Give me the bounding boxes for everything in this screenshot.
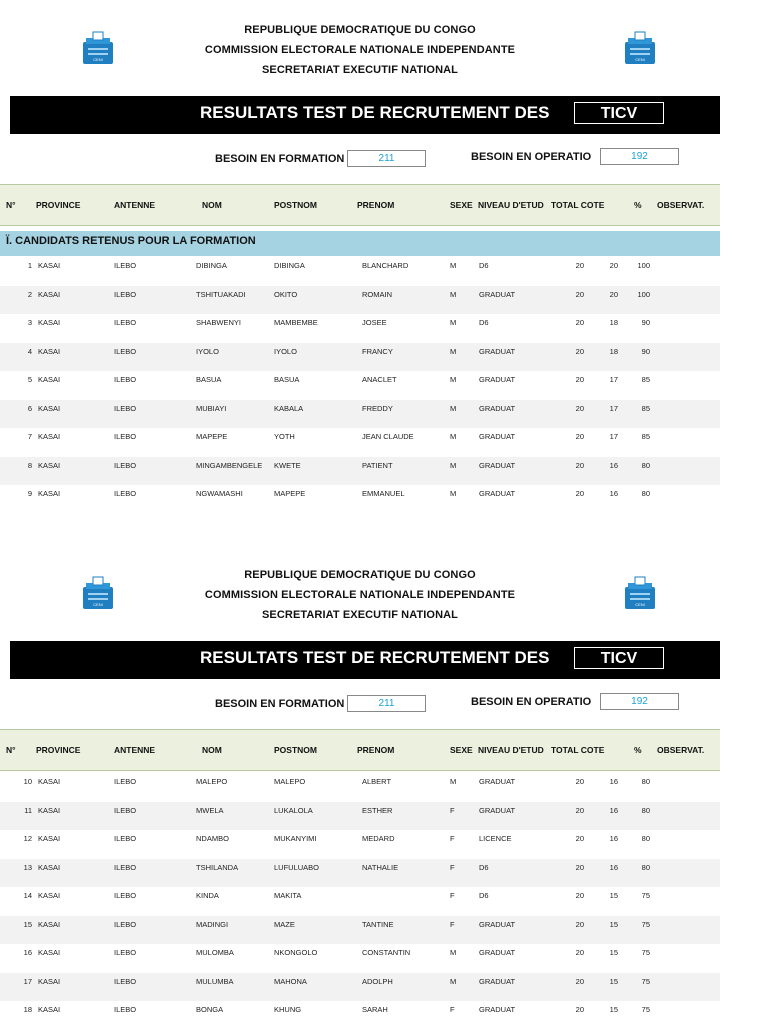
cell-number: 12 (23, 834, 32, 843)
cell-percent: 75 (641, 948, 650, 957)
table-row (0, 973, 720, 1001)
cell-antenne: ILEBO (114, 1005, 137, 1014)
operation-need-label: BESOIN EN OPERATIO (471, 151, 592, 163)
cell-sexe: M (450, 261, 457, 270)
cell-prenom: PATIENT (362, 460, 393, 470)
cell-number: 14 (23, 891, 32, 900)
cell-postnom: MALEPO (274, 777, 306, 786)
col-postnom: POSTNOM (274, 200, 317, 210)
cell-percent: 75 (641, 976, 650, 986)
header-commission: COMMISSION ELECTORALE NATIONALE INDEPENDANTE (204, 589, 516, 601)
cell-niveau: GRADUAT (479, 289, 516, 299)
cell-postnom: MAZE (274, 919, 295, 929)
cell-antenne: ILEBO (114, 805, 137, 815)
cell-percent: 75 (641, 891, 650, 900)
cell-total: 20 (575, 318, 584, 327)
cell-postnom: BASUA (274, 375, 300, 384)
cell-percent: 90 (641, 346, 650, 356)
svg-text:CENI: CENI (635, 602, 645, 607)
cell-cote: 16 (609, 805, 618, 815)
header-secretariat: SECRETARIAT EXECUTIF NATIONAL (261, 609, 458, 621)
cell-province: KASAI (38, 403, 61, 413)
cell-nom: MINGAMBENGELE (196, 460, 263, 470)
cell-prenom: EMMANUEL (362, 489, 405, 498)
cell-prenom: SARAH (362, 1005, 388, 1014)
table-row (0, 916, 720, 944)
cell-province: KASAI (38, 432, 61, 441)
col-sexe: SEXE (450, 200, 473, 210)
cell-niveau: D6 (479, 862, 489, 872)
cell-number: 2 (27, 289, 32, 299)
cell-niveau: GRADUAT (479, 403, 516, 413)
cell-niveau: GRADUAT (479, 375, 516, 384)
formation-need-label: BESOIN EN FORMATION (215, 153, 345, 165)
cell-sexe: M (450, 346, 457, 356)
cell-percent: 75 (641, 919, 650, 929)
cell-prenom: BLANCHARD (362, 261, 409, 270)
cell-cote: 20 (609, 261, 618, 270)
cell-total: 20 (575, 1005, 584, 1014)
ballot-box-logo-icon (622, 30, 658, 66)
cell-postnom: KWETE (274, 460, 301, 470)
cell-prenom: NATHALIE (362, 862, 399, 872)
col-observation: OBSERVAT. (657, 200, 705, 210)
formation-need-value: 211 (347, 695, 426, 712)
cell-sexe: F (450, 1005, 455, 1014)
cell-antenne: ILEBO (114, 403, 137, 413)
cell-cote: 16 (609, 777, 618, 786)
cell-niveau: GRADUAT (479, 489, 516, 498)
cell-sexe: F (450, 834, 455, 843)
needs-summary (0, 695, 768, 715)
table-row (0, 400, 720, 428)
operation-need-label: BESOIN EN OPERATIO (471, 696, 592, 708)
table-row (0, 773, 720, 801)
cell-niveau: GRADUAT (479, 948, 516, 957)
column-header-row (0, 729, 720, 771)
col-observation: OBSERVAT. (657, 745, 705, 755)
cell-number: 7 (27, 432, 32, 441)
cell-province: KASAI (38, 834, 61, 843)
cell-postnom: YOTH (274, 432, 295, 441)
cell-postnom: LUKALOLA (274, 805, 313, 815)
cell-number: 13 (23, 862, 32, 872)
cell-antenne: ILEBO (114, 489, 137, 498)
header-republic: REPUBLIQUE DEMOCRATIQUE DU CONGO (244, 24, 476, 36)
cell-cote: 18 (609, 346, 618, 356)
col-sexe: SEXE (450, 745, 473, 755)
cell-total: 20 (575, 976, 584, 986)
cell-sexe: M (450, 432, 457, 441)
table-row (0, 371, 720, 399)
cell-percent: 80 (641, 777, 650, 786)
cell-total: 20 (575, 346, 584, 356)
cell-prenom: ADOLPH (362, 976, 393, 986)
cell-antenne: ILEBO (114, 777, 137, 786)
cell-sexe: M (450, 777, 457, 786)
cell-sexe: F (450, 919, 455, 929)
cell-percent: 80 (641, 489, 650, 498)
cell-total: 20 (575, 432, 584, 441)
formation-need-value: 211 (347, 150, 426, 167)
cell-percent: 100 (637, 261, 650, 270)
cell-percent: 80 (641, 805, 650, 815)
results-banner (10, 641, 720, 679)
header-commission: COMMISSION ELECTORALE NATIONALE INDEPENDANTE (204, 44, 516, 56)
cell-nom: KINDA (196, 891, 219, 900)
cell-postnom: MAMBEMBE (274, 318, 318, 327)
cell-nom: BASUA (196, 375, 222, 384)
cell-prenom: CONSTANTIN (362, 948, 411, 957)
cell-nom: MULOMBA (196, 948, 234, 957)
cell-antenne: ILEBO (114, 948, 137, 957)
cell-percent: 80 (641, 460, 650, 470)
cell-nom: IYOLO (196, 346, 219, 356)
banner-title: RESULTATS TEST DE RECRUTEMENT DES (200, 103, 550, 122)
table-row (0, 343, 720, 371)
cell-number: 5 (27, 375, 32, 384)
cell-sexe: M (450, 289, 457, 299)
cell-antenne: ILEBO (114, 862, 137, 872)
cell-postnom: DIBINGA (274, 261, 305, 270)
cell-sexe: M (450, 318, 457, 327)
cell-nom: TSHILANDA (196, 862, 239, 872)
cell-postnom: MAHONA (274, 976, 307, 986)
cell-niveau: GRADUAT (479, 346, 516, 356)
cell-antenne: ILEBO (114, 919, 137, 929)
cell-niveau: GRADUAT (479, 432, 516, 441)
cell-antenne: ILEBO (114, 976, 137, 986)
cell-cote: 16 (609, 834, 618, 843)
cell-province: KASAI (38, 919, 61, 929)
cell-prenom: ANACLET (362, 375, 397, 384)
document-header (0, 545, 768, 635)
cell-total: 20 (575, 948, 584, 957)
cell-cote: 17 (609, 403, 618, 413)
cell-cote: 20 (609, 289, 618, 299)
cell-niveau: D6 (479, 261, 489, 270)
cell-nom: SHABWENYI (196, 318, 242, 327)
cell-nom: NGWAMASHI (196, 489, 243, 498)
cell-prenom: FRANCY (362, 346, 393, 356)
cell-sexe: M (450, 948, 457, 957)
col-no: N° (6, 200, 16, 210)
cell-total: 20 (575, 805, 584, 815)
cell-sexe: M (450, 403, 457, 413)
cell-province: KASAI (38, 1005, 61, 1014)
table-row (0, 257, 720, 285)
cell-province: KASAI (38, 862, 61, 872)
cell-prenom: ESTHER (362, 805, 393, 815)
cell-antenne: ILEBO (114, 318, 137, 327)
table-row (0, 485, 720, 513)
table-row (0, 887, 720, 915)
cell-cote: 17 (609, 432, 618, 441)
col-nom: NOM (202, 745, 222, 755)
cell-province: KASAI (38, 891, 61, 900)
col-nom: NOM (202, 200, 222, 210)
cell-niveau: GRADUAT (479, 777, 516, 786)
header-republic: REPUBLIQUE DEMOCRATIQUE DU CONGO (244, 569, 476, 581)
col-niveau: NIVEAU D'ETUD (478, 745, 544, 755)
cell-nom: TSHITUAKADI (196, 289, 246, 299)
cell-nom: BONGA (196, 1005, 224, 1014)
cell-total: 20 (575, 403, 584, 413)
cell-postnom: LUFULUABO (274, 862, 320, 872)
col-province: PROVINCE (36, 200, 81, 210)
cell-sexe: M (450, 976, 457, 986)
table-row (0, 457, 720, 485)
cell-percent: 85 (641, 375, 650, 384)
cell-postnom: OKITO (274, 289, 298, 299)
cell-province: KASAI (38, 289, 61, 299)
cell-cote: 15 (609, 919, 618, 929)
cell-number: 16 (23, 948, 32, 957)
cell-province: KASAI (38, 976, 61, 986)
cell-nom: MAPEPE (196, 432, 228, 441)
cell-prenom: JOSEE (362, 318, 387, 327)
cell-province: KASAI (38, 948, 61, 957)
cell-number: 6 (27, 403, 32, 413)
cell-prenom: JEAN CLAUDE (362, 432, 414, 441)
cell-number: 8 (27, 460, 32, 470)
cell-prenom: TANTINE (362, 919, 394, 929)
table-row (0, 859, 720, 887)
table-row (0, 286, 720, 314)
table-row (0, 428, 720, 456)
cell-number: 17 (23, 976, 32, 986)
col-province: PROVINCE (36, 745, 81, 755)
cell-total: 20 (575, 862, 584, 872)
cell-antenne: ILEBO (114, 261, 137, 270)
svg-text:CENI: CENI (635, 57, 645, 62)
table-row (0, 802, 720, 830)
cell-postnom: MAKITA (274, 891, 302, 900)
cell-number: 15 (23, 919, 32, 929)
cell-niveau: GRADUAT (479, 1005, 516, 1014)
cell-cote: 16 (609, 460, 618, 470)
col-antenne: ANTENNE (114, 745, 156, 755)
cell-sexe: M (450, 375, 457, 384)
col-pct: % (634, 200, 642, 210)
svg-text:CENI: CENI (93, 602, 103, 607)
cell-sexe: F (450, 891, 455, 900)
cell-percent: 80 (641, 862, 650, 872)
table-row (0, 1001, 720, 1029)
cell-antenne: ILEBO (114, 346, 137, 356)
cell-antenne: ILEBO (114, 375, 137, 384)
cell-percent: 85 (641, 403, 650, 413)
col-postnom: POSTNOM (274, 745, 317, 755)
cell-number: 4 (27, 346, 32, 356)
cell-antenne: ILEBO (114, 460, 137, 470)
cell-sexe: F (450, 805, 455, 815)
cell-nom: MADINGI (196, 919, 229, 929)
ballot-box-logo-icon (80, 30, 116, 66)
cell-nom: DIBINGA (196, 261, 227, 270)
cell-postnom: IYOLO (274, 346, 297, 356)
col-total-cote: TOTAL COTE (551, 745, 605, 755)
operation-need-value: 192 (600, 148, 679, 165)
cell-province: KASAI (38, 375, 61, 384)
cell-niveau: D6 (479, 318, 489, 327)
cell-niveau: GRADUAT (479, 460, 516, 470)
cell-number: 11 (24, 805, 32, 815)
cell-antenne: ILEBO (114, 289, 137, 299)
cell-province: KASAI (38, 346, 61, 356)
cell-postnom: KABALA (274, 403, 304, 413)
cell-number: 10 (23, 777, 32, 786)
cell-percent: 80 (641, 834, 650, 843)
cell-number: 3 (27, 318, 32, 327)
cell-province: KASAI (38, 318, 61, 327)
cell-niveau: GRADUAT (479, 976, 516, 986)
section-title: Ï. CANDIDATS RETENUS POUR LA FORMATION (0, 231, 720, 256)
col-no: N° (6, 745, 16, 755)
cell-cote: 15 (609, 948, 618, 957)
col-total-cote: TOTAL COTE (551, 200, 605, 210)
col-prenom: PRENOM (357, 200, 395, 210)
cell-prenom: ALBERT (362, 777, 392, 786)
cell-number: 1 (27, 261, 32, 270)
table-row (0, 944, 720, 972)
cell-niveau: LICENCE (479, 834, 512, 843)
results-banner (10, 96, 720, 134)
cell-total: 20 (575, 891, 584, 900)
cell-total: 20 (575, 375, 584, 384)
cell-nom: NDAMBO (196, 834, 229, 843)
cell-total: 20 (575, 834, 584, 843)
cell-total: 20 (575, 261, 584, 270)
cell-nom: MWELA (196, 805, 224, 815)
cell-total: 20 (575, 489, 584, 498)
cell-sexe: M (450, 460, 457, 470)
cell-nom: MULUMBA (196, 976, 234, 986)
cell-postnom: NKONGOLO (274, 948, 318, 957)
cell-cote: 18 (609, 318, 618, 327)
col-prenom: PRENOM (357, 745, 395, 755)
cell-total: 20 (575, 919, 584, 929)
banner-tag: TICV (574, 102, 664, 124)
cell-postnom: KHUNG (274, 1005, 302, 1014)
needs-summary (0, 150, 768, 170)
cell-number: 9 (27, 489, 32, 498)
ballot-box-logo-icon (622, 575, 658, 611)
document-header (0, 0, 768, 90)
cell-niveau: GRADUAT (479, 919, 516, 929)
cell-total: 20 (575, 777, 584, 786)
cell-sexe: F (450, 862, 455, 872)
cell-niveau: GRADUAT (479, 805, 516, 815)
cell-antenne: ILEBO (114, 891, 137, 900)
col-pct: % (634, 745, 642, 755)
cell-postnom: MAPEPE (274, 489, 306, 498)
cell-province: KASAI (38, 805, 61, 815)
ballot-box-logo-icon (80, 575, 116, 611)
table-row (0, 314, 720, 342)
cell-cote: 15 (609, 891, 618, 900)
cell-prenom: MEDARD (362, 834, 395, 843)
col-niveau: NIVEAU D'ETUD (478, 200, 544, 210)
cell-province: KASAI (38, 489, 61, 498)
cell-percent: 100 (637, 289, 650, 299)
cell-niveau: D6 (479, 891, 489, 900)
cell-cote: 16 (609, 862, 618, 872)
banner-title: RESULTATS TEST DE RECRUTEMENT DES (200, 648, 550, 667)
cell-prenom: ROMAIN (362, 289, 392, 299)
banner-tag: TICV (574, 647, 664, 669)
cell-percent: 85 (641, 432, 650, 441)
cell-nom: MALEPO (196, 777, 228, 786)
svg-text:CENI: CENI (93, 57, 103, 62)
cell-cote: 16 (609, 489, 618, 498)
cell-antenne: ILEBO (114, 432, 137, 441)
cell-cote: 15 (609, 976, 618, 986)
cell-nom: MUBIAYI (196, 403, 227, 413)
cell-postnom: MUKANYIMI (274, 834, 317, 843)
col-antenne: ANTENNE (114, 200, 156, 210)
cell-percent: 90 (641, 318, 650, 327)
cell-antenne: ILEBO (114, 834, 137, 843)
cell-province: KASAI (38, 261, 61, 270)
cell-total: 20 (575, 289, 584, 299)
header-secretariat: SECRETARIAT EXECUTIF NATIONAL (261, 64, 458, 76)
cell-number: 18 (23, 1005, 32, 1014)
cell-cote: 17 (609, 375, 618, 384)
cell-prenom: FREDDY (362, 403, 393, 413)
cell-total: 20 (575, 460, 584, 470)
cell-sexe: M (450, 489, 457, 498)
cell-percent: 75 (641, 1005, 650, 1014)
operation-need-value: 192 (600, 693, 679, 710)
cell-province: KASAI (38, 777, 61, 786)
cell-cote: 15 (609, 1005, 618, 1014)
formation-need-label: BESOIN EN FORMATION (215, 698, 345, 710)
table-row (0, 830, 720, 858)
column-header-row (0, 184, 720, 226)
cell-province: KASAI (38, 460, 61, 470)
